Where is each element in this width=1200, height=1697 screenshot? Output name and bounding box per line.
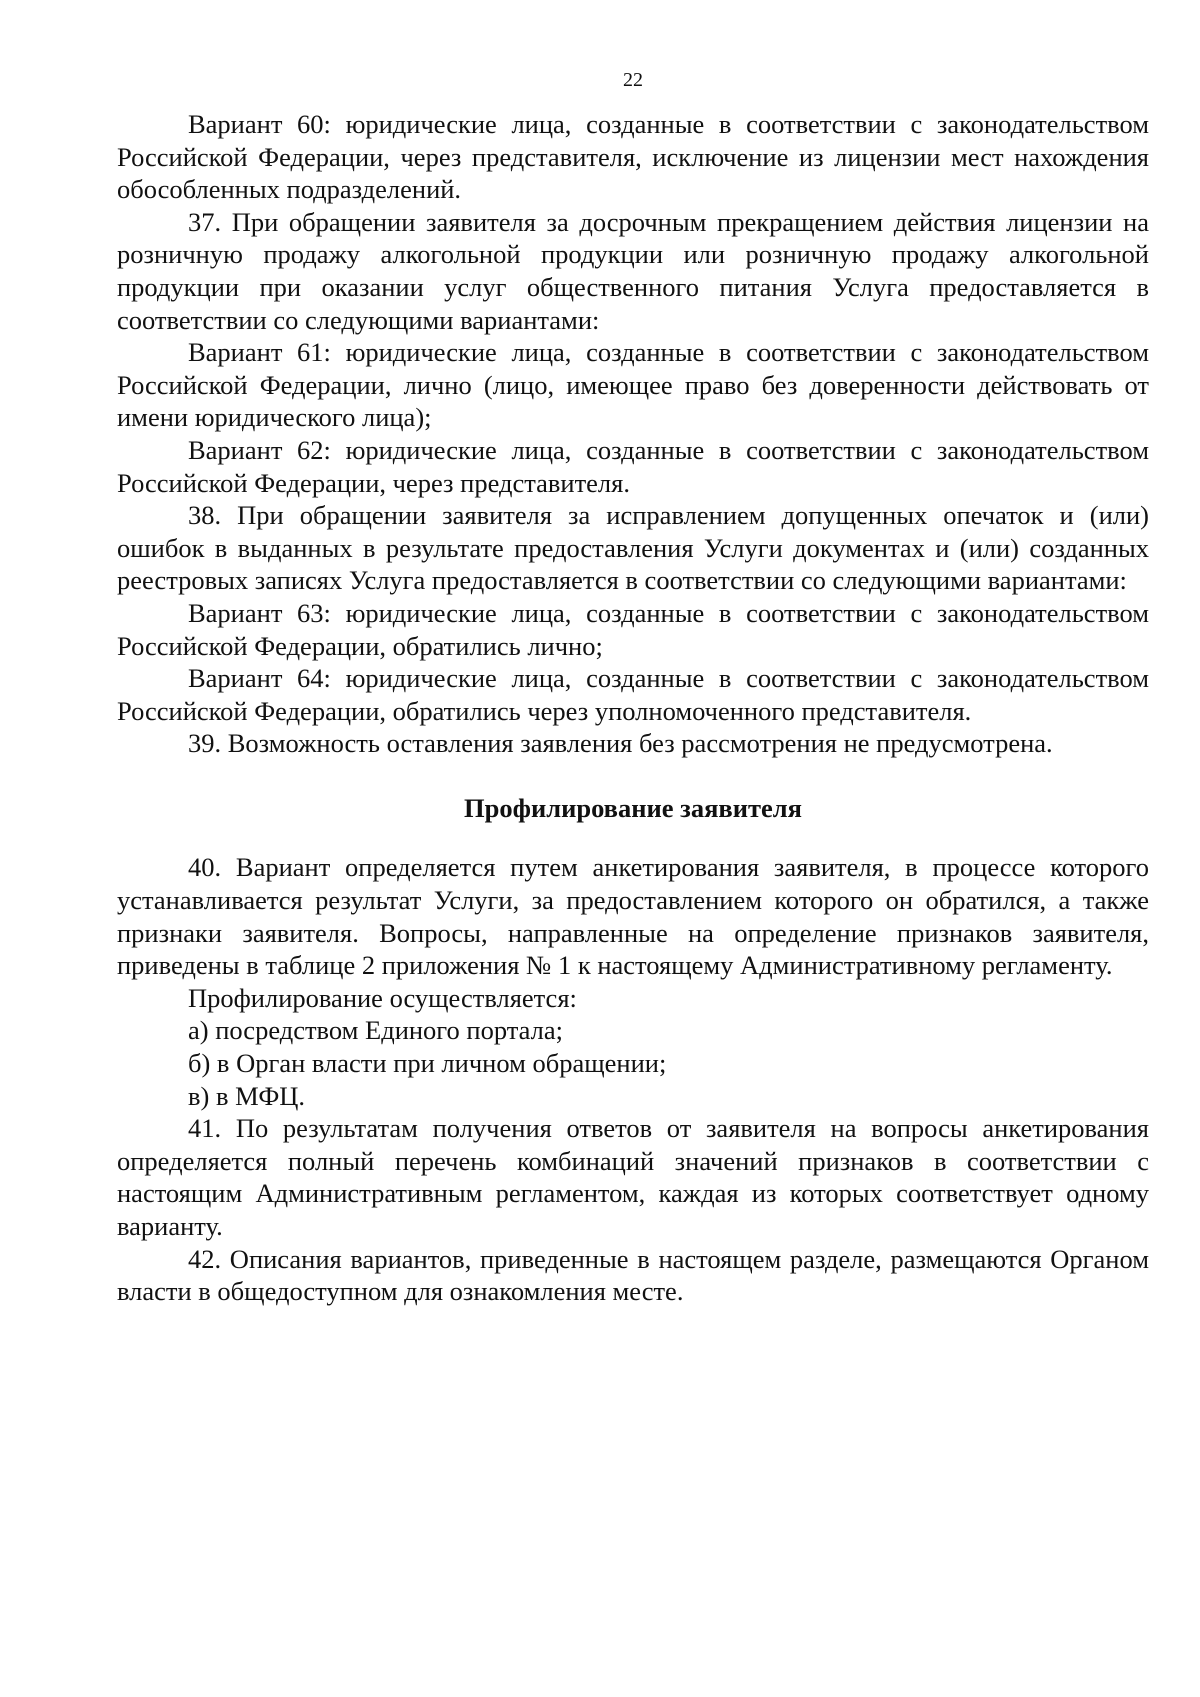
paragraph-42: 42. Описания вариантов, приведенные в настоящем разделе, размещаются Органом власти в общедоступном для ознакомления месте.: [117, 1243, 1149, 1307]
paragraph-37: 37. При обращении заявителя за досрочным прекращением действия лицензии на розничную продажу алкогольной продукции или розничную продажу алкогольной продукции при оказании услуг общественного питания Услуга предоставляется в соответствии со следующими вариантами:: [117, 206, 1149, 335]
paragraph-39: 39. Возможность оставления заявления без рассмотрения не предусмотрена.: [188, 728, 1053, 759]
page-number: 22: [623, 69, 643, 91]
paragraph-40: 40. Вариант определяется путем анкетирования заявителя, в процессе которого устанавливается результат Услуги, за предоставлением которого он обратился, а также признаки заявителя. Вопросы, направленные на определение признаков заявителя, приведены в таблице 2 приложения № 1 к настоящему Административному регламенту.: [117, 852, 1149, 981]
paragraph-variant-60: Вариант 60: юридические лица, созданные в соответствии с законодательством Российской Федерации, через представителя, исключение из лицензии мест нахождения обособленных подразделений.: [117, 109, 1149, 205]
section-heading: Профилирование заявителя: [464, 792, 802, 823]
paragraph-variant-64: Вариант 64: юридические лица, созданные в соответствии с законодательством Российской Федерации, обратились через уполномоченного представителя.: [117, 663, 1149, 726]
list-item-b: б) в Орган власти при личном обращении;: [188, 1048, 667, 1079]
paragraph-41: 41. По результатам получения ответов от заявителя на вопросы анкетирования определяется полный перечень комбинаций значений признаков в соответствии с настоящим Административным регламентом, каждая из которых соответствует одному варианту.: [117, 1113, 1149, 1241]
paragraph-38: 38. При обращении заявителя за исправлением допущенных опечаток и (или) ошибок в выданных в результате предоставления Услуги документах и (или) созданных реестровых записях Услуга предоставляется в соответствии со следующими вариантами:: [117, 500, 1149, 596]
paragraph-variant-63: Вариант 63: юридические лица, созданные в соответствии с законодательством Российской Федерации, обратились лично;: [117, 597, 1149, 661]
list-item-a: а) посредством Единого портала;: [188, 1015, 563, 1046]
paragraph-profiling-intro: Профилирование осуществляется:: [188, 982, 577, 1013]
document-page: [117, 68, 1149, 1308]
list-item-c: в) в МФЦ.: [188, 1080, 306, 1111]
paragraph-variant-62: Вариант 62: юридические лица, созданные в соответствии с законодательством Российской Федерации, через представителя.: [117, 434, 1149, 498]
paragraph-variant-61: Вариант 61: юридические лица, созданные в соответствии с законодательством Российской Федерации, лично (лицо, имеющее право без доверенности действовать от имени юридического лица);: [117, 337, 1149, 433]
